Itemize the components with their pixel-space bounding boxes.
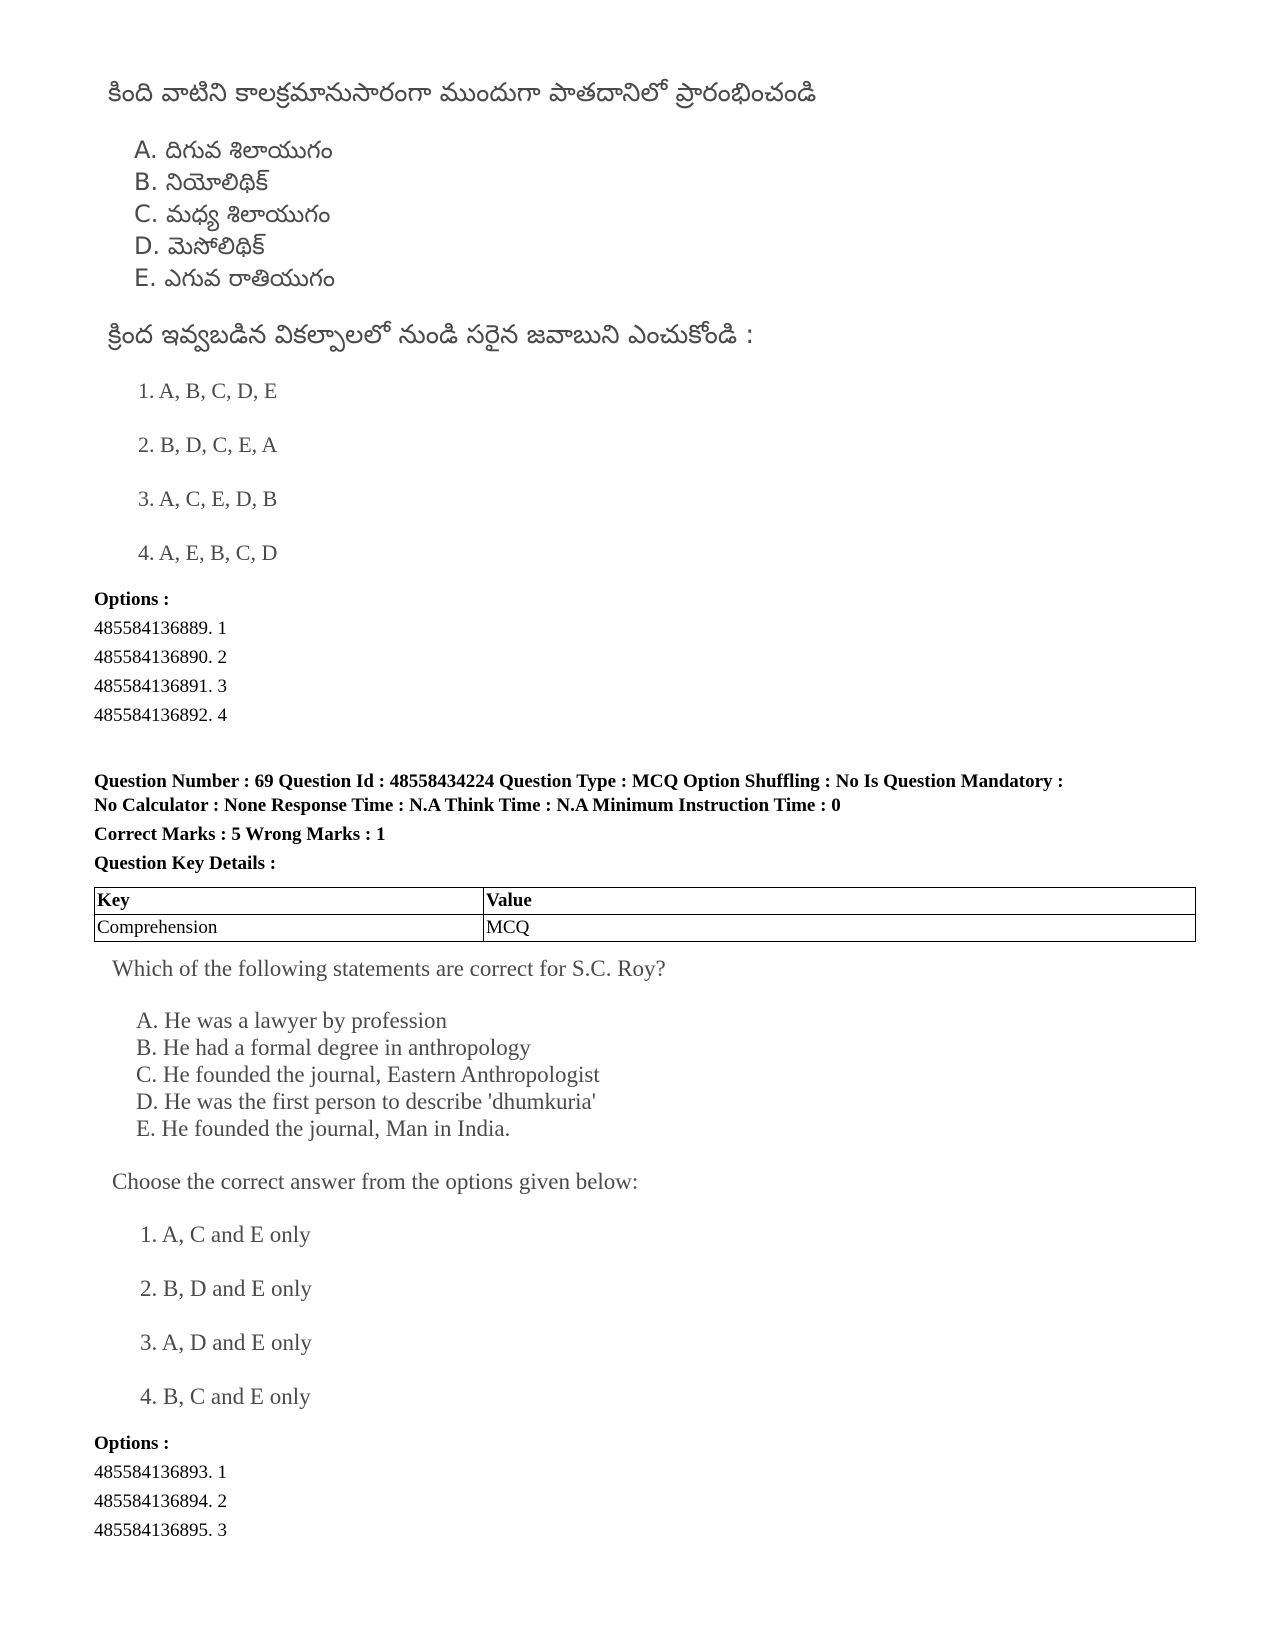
q69-choice-4: 4. B, C and E only (140, 1384, 311, 1409)
q69-item-d: D. He was the first person to describe 'dhumkuria' (136, 1089, 596, 1114)
q69-option-1: 485584136893. 1 (94, 1462, 227, 1483)
q69-option-3: 485584136895. 3 (94, 1520, 227, 1541)
q68-option-2: 485584136890. 2 (94, 647, 227, 668)
table-header-row (95, 888, 1196, 915)
q68-choice-1: 1. A, B, C, D, E (138, 378, 278, 403)
q69-choose-instruction: Choose the correct answer from the options given below: (112, 1169, 639, 1194)
q69-item-a: A. He was a lawyer by profession (136, 1008, 448, 1033)
table-header-key: Key (95, 888, 484, 915)
q69-choice-3: 3. A, D and E only (140, 1330, 312, 1355)
q69-item-c: C. He founded the journal, Eastern Anthropologist (136, 1062, 600, 1087)
q69-marks: Correct Marks : 5 Wrong Marks : 1 (94, 824, 386, 845)
q68-item-c: C. మధ్య శిలాయుగం (134, 200, 331, 228)
q68-option-4: 485584136892. 4 (94, 705, 227, 726)
q68-option-3: 485584136891. 3 (94, 676, 227, 697)
question-key-details-table (94, 887, 1196, 942)
q68-option-1: 485584136889. 1 (94, 618, 227, 639)
q68-choice-2: 2. B, D, C, E, A (138, 432, 278, 457)
q68-prompt: కింది వాటిని కాలక్రమానుసారంగా ముందుగా పాతదానిలో ప్రారంభించండి (108, 78, 817, 108)
q69-options-label: Options : (94, 1433, 170, 1454)
q69-choice-1: 1. A, C and E only (140, 1222, 311, 1247)
q68-choice-3: 3. A, C, E, D, B (138, 486, 278, 511)
table-header-value: Value (484, 888, 1196, 915)
q69-option-2: 485584136894. 2 (94, 1491, 227, 1512)
q69-item-e: E. He founded the journal, Man in India. (136, 1116, 511, 1141)
q68-item-e: E. ఎగువ రాతియుగం (134, 264, 336, 292)
q68-item-b: B. నియోలిథిక్ (134, 168, 269, 196)
q69-meta-line1: Question Number : 69 Question Id : 48558434224 Question Type : MCQ Option Shuffling : No Is Question Mandatory : (94, 771, 1064, 792)
q68-choice-4: 4. A, E, B, C, D (138, 540, 278, 565)
q68-options-label: Options : (94, 589, 170, 610)
q68-item-d: D. మెసోలిథిక్ (134, 232, 265, 260)
q69-item-b: B. He had a formal degree in anthropology (136, 1035, 531, 1060)
table-row (95, 915, 1196, 942)
q68-choose-instruction: క్రింద ఇవ్వబడిన వికల్పాలలో నుండి సరైన జవాబుని ఎంచుకోండి : (108, 320, 755, 350)
q69-choice-2: 2. B, D and E only (140, 1276, 312, 1301)
q69-prompt: Which of the following statements are correct for S.C. Roy? (112, 956, 666, 981)
table-cell-key: Comprehension (95, 915, 484, 942)
q68-item-a: A. దిగువ శిలాయుగం (134, 136, 333, 164)
q69-meta-line2: No Calculator : None Response Time : N.A Think Time : N.A Minimum Instruction Time : 0 (94, 795, 841, 816)
table-cell-value: MCQ (484, 915, 1196, 942)
q69-key-details-label: Question Key Details : (94, 853, 277, 874)
